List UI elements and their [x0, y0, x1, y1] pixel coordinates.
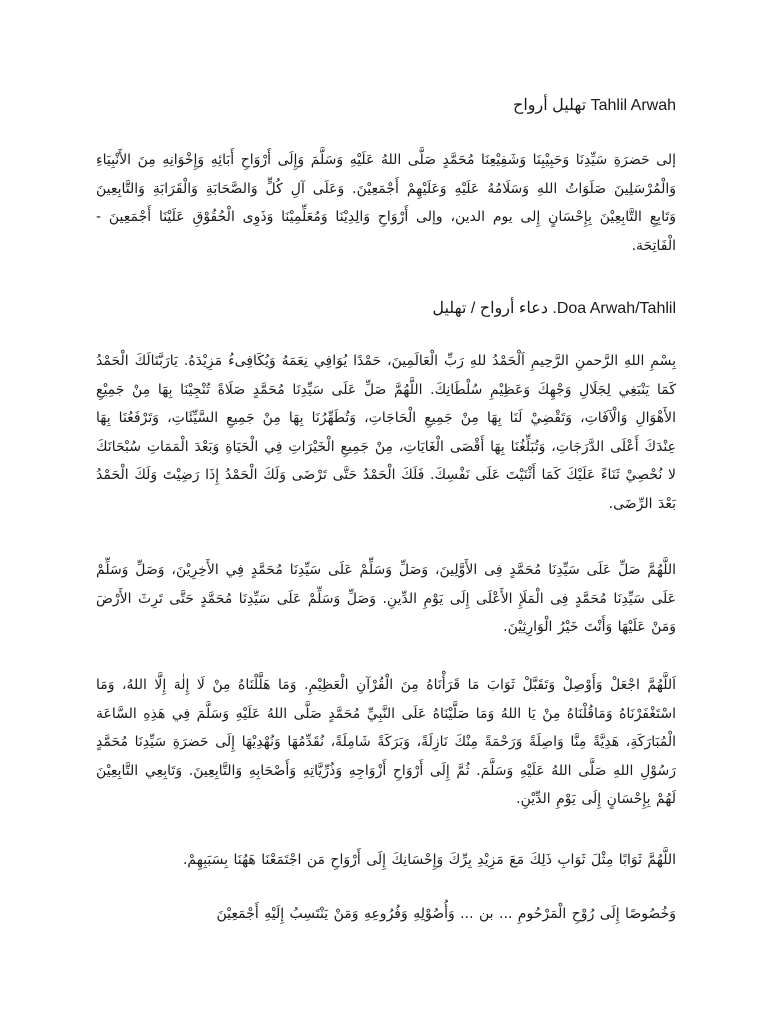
section-heading-doa-arwah: دعاء أرواح / تهليل .Doa Arwah/Tahlil [432, 300, 676, 317]
paragraph-reward-to-souls: اللَّهُمَّ ثَوَابًا مِثْلَ ثَوَابِ ذَلِكَ مَعَ مَزِيْدِ بِرِّكَ وَإِحْسَانِكَ إِلَى أَرْوَاحِ مَن اجْتَمَعْنَا هَهُنَا بِسَبَبِهِمْ. [182, 852, 676, 868]
paragraph-salawat: اللَّهُمَّ صَلِّ عَلَى سَيِّدِنَا مُحَمَّدٍ فِى الأَوَّلِينَ، وَصَلِّ وَسَلِّمْ عَلَى سَيِّدِنَا مُحَمَّدٍ فِي الأَخِرِيْنَ، وَصَلِّ وَسَلِّمْ عَلَى سَيِّدِنَا مُحَمَّدٍ فِى الْمَلَإِ الأَعْلَى إِلَى يَوْمِ الدِّينِ. وَصَلِّ وَسَلِّمْ عَلَى سَيِّدِنَا مُحَمَّدٍ حَتَّى تَرِثَ الأَرْضَ وَمَنْ عَلَيْهَا وَأَنْتَ خَيْرُ الْوَارِثِيْنَ. [96, 562, 676, 635]
paragraph-dedication: إلى حَضرَةِ سَيِّدِنَا وَحَبِيْبِنَا وَشَفِيْعِنَا مُحَمَّدٍ صَلَّى اللهُ عَلَيْهِ وَسَلَّمَ وَإِلَى أَرْوَاحِ أَبَائِهِ وَإِخْوَانِهِ مِنَ الأَنْبِيَاءِ وَالْمُرْسَلِينَ صَلَوَاتُ اللهِ وَسَلَامُهُ عَلَيْهِ وَعَلَيْهِمْ أَجْمَعِيْنَ. وَعَلَى آلِ كُلٍّ وَالصَّحَابَةِ وَالْقَرَابَةِ وَالتَّابِعِينَ وَتَابِعِ التَّابِعِيْنَ بِإِحْسَانٍ إِلى يوم الدين، وإلى أَرْوَاحِ وَالِدِيْنَا وَمُعَلِّمِيْنَا وَذَوِى الْحُقُوْقِ عَلَيْنَا أَجْمَعِينَ - الْفَاتِحَة. [96, 152, 676, 254]
paragraph-opening-praise: بِسْمِ اللهِ الرَّحمنِ الرَّحِيمِ اَلْحَمْدُ للهِ رَبِّ الْعَالَمِينَ، حَمْدًا يُوَافِي نِعَمَهُ وَيُكَافِىءُ مَزِيْدَهُ. يَارَبَّنَالَكَ الْحَمْدُ كَمَا يَنْبَغِي لِجَلَالِ وَجْهِكَ وَعَظِيْمِ سُلْطَانِكَ. اللَّهُمَّ صَلِّ عَلَى سَيِّدِنَا مُحَمَّدٍ صَلَاةً تُنْجِيْنَا بِهَا مِنْ جَمِيْعِ الأَهْوَالِ وَالْآفَاتِ، وَتَقْضِيْ لَنَا بِهَا مِنْ جَمِيعِ الْحَاجَاتِ، وَتُطَهِّرُنَا بِهَا مِنْ جَمِيعِ السَّيِّئَاتِ، وَتَرْفَعُنَا بِهَا عِنْدَكَ أَعْلَى الدَّرَجَاتِ، وَتُبَلِّغُنَا بِهَا أَقْصَى الْغَايَاتِ، مِنْ جَمِيعِ الْخَيْرَاتِ فِي الْحَيَاةِ وَبَعْدَ الْمَمَاتِ سُبْحَانَكَ لا نُحْصِيْ ثَنَاءً عَلَيْكَ كَمَا أَثْنَيْتَ عَلَى نَفْسِكَ. فَلَكَ الْحَمْدُ حَتَّى تَرْضَى وَلَكَ الْحَمْدُ إِذَا رَضِيْتَ وَلَكَ الْحَمْدُ بَعْدَ الرِّضَى. [96, 353, 676, 512]
section-heading-tahlil-arwah: تهليل أرواح Tahlil Arwah [512, 97, 676, 114]
paragraph-dedication-of-reward: اَللَّهُمَّ اجْعَلْ وَأَوْصِلْ وَتَقَبَّلْ ثَوَابَ مَا قَرَأْنَاهُ مِنَ الْقُرْآنِ الْعَظِيْمِ. وَمَا هَلَّلْنَاهُ مِنْ لَا إِلٰهَ إِلَّا اللهُ، وَمَا اسْتَغْفَرْنَاهُ وَمَاقُلْنَاهُ مِنْ يَا اللهُ وَمَا صَلَّيْنَاهُ عَلَى النَّبِيِّ مُحَمَّدٍ صَلَّى اللهُ عَلَيْهِ وَسَلَّمَ فِي هَذِهِ السَّاعَة الْمُبَارَكَةِ، هَدِيَّةً مِنَّا وَاصِلَةً وَرَحْمَةً مِنْكَ نَازِلَةً، وَبَرَكَةً شَامِلَةً، نُقَدِّمُهَا وَنُهْدِيْهَا إِلَى حَضرَةِ سَيِّدِنَا مُحَمَّدٍ رَسُوْلِ اللهِ صَلَّى اللهُ عَلَيْهِ وَسَلَّمَ. ثُمَّ إِلَى أَرْوَاحِ أَزْوَاجِهِ وَذُرِّيَّاتِهِ وَأَصْحَابِهِ وَالتَّابِعِينَ. وَتَابِعِي التَّابِعِيْنَ لَهُمْ بِإِحْسَانٍ إِلَى يَوْمِ الدِّيْنِ. [96, 677, 676, 807]
paragraph-specific-deceased: وَخُصُوصًا إِلَى رُوْحِ الْمَرْحُومِ ... بن ... وَأُصُوْلِهِ وَفُرُوعِهِ وَمَنْ يَنْتَسِبُ إِلَيْهِ أَجْمَعِيْنَ [216, 906, 676, 922]
